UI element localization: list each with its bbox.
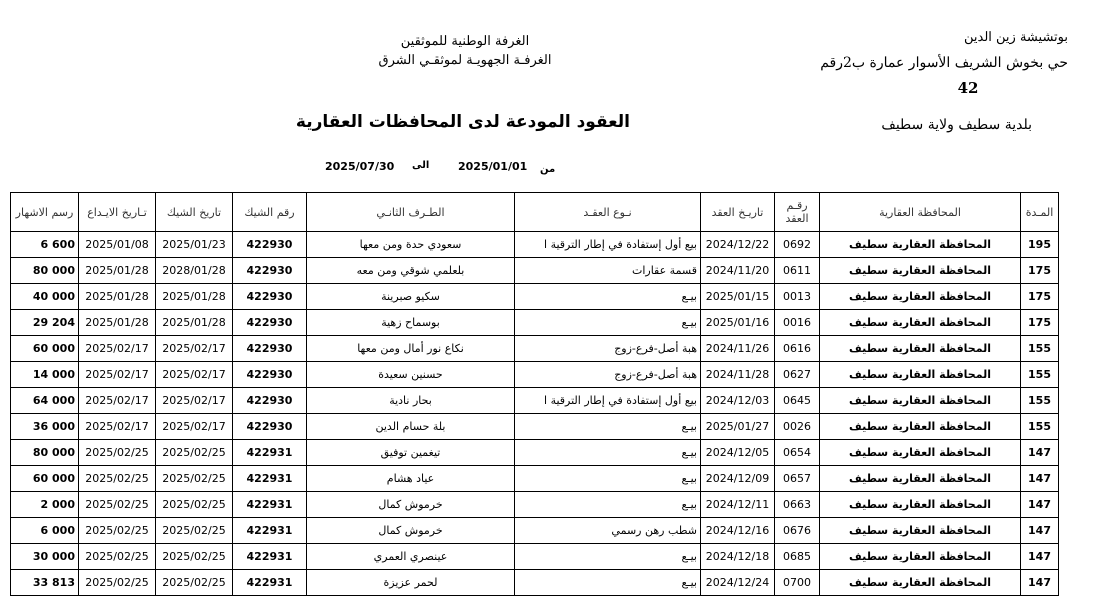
cell-contract-type: بيـع: [515, 570, 701, 596]
cell-second-party: بوسماح زهية: [307, 310, 515, 336]
cell-contract-date: 2024/12/18: [701, 544, 775, 570]
cell-deposit-date: 2025/02/17: [79, 388, 156, 414]
cell-contract-date: 2024/12/09: [701, 466, 775, 492]
col-cheque-number: رقم الشيك: [233, 193, 307, 232]
cell-contract-type: بيـع: [515, 440, 701, 466]
cell-contract-number: 0692: [775, 232, 820, 258]
table-row: [11, 518, 1059, 544]
cell-contract-number: 0616: [775, 336, 820, 362]
cell-second-party: عياد هشام: [307, 466, 515, 492]
col-conservation: المحافظة العقارية: [820, 193, 1021, 232]
cell-conservation: المحافظة العقارية سطيف: [820, 570, 1021, 596]
cell-second-party: تيغمين توفيق: [307, 440, 515, 466]
table-row: [11, 232, 1059, 258]
cell-duration: 155: [1021, 414, 1059, 440]
cell-cheque-number: 422930: [233, 362, 307, 388]
cell-fee: 2 000: [11, 492, 79, 518]
cell-duration: 175: [1021, 284, 1059, 310]
cell-cheque-number: 422930: [233, 258, 307, 284]
table-row: [11, 284, 1059, 310]
col-contract-number: رقـم العقد: [775, 193, 820, 232]
cell-contract-number: 0700: [775, 570, 820, 596]
cell-cheque-date: 2025/01/23: [156, 232, 233, 258]
cell-contract-type: بيـع: [515, 492, 701, 518]
cell-conservation: المحافظة العقارية سطيف: [820, 414, 1021, 440]
cell-cheque-date: 2025/01/28: [156, 284, 233, 310]
chamber-regional: الغرفـة الجهويـة لموثقـي الشرق: [378, 53, 552, 68]
cell-second-party: عينصري العمري: [307, 544, 515, 570]
table-row: [11, 544, 1059, 570]
cell-cheque-number: 422930: [233, 388, 307, 414]
notary-address: حي بخوش الشريف الأسوار عمارة ب2رقم: [820, 55, 1068, 71]
cell-conservation: المحافظة العقارية سطيف: [820, 232, 1021, 258]
cell-duration: 147: [1021, 440, 1059, 466]
chamber-header: [340, 32, 590, 70]
cell-contract-date: 2024/12/16: [701, 518, 775, 544]
cell-cheque-number: 422930: [233, 310, 307, 336]
cell-cheque-date: 2025/02/25: [156, 440, 233, 466]
cell-contract-date: 2025/01/16: [701, 310, 775, 336]
cell-contract-type: بيـع: [515, 284, 701, 310]
cell-deposit-date: 2025/02/25: [79, 440, 156, 466]
cell-cheque-number: 422930: [233, 232, 307, 258]
cell-fee: 6 600: [11, 232, 79, 258]
cell-cheque-date: 2025/02/17: [156, 388, 233, 414]
cell-fee: 33 813: [11, 570, 79, 596]
table-row: [11, 492, 1059, 518]
cell-conservation: المحافظة العقارية سطيف: [820, 362, 1021, 388]
period-from-label: من: [540, 164, 556, 175]
cell-cheque-date: 2028/01/28: [156, 258, 233, 284]
cell-second-party: حسنين سعيدة: [307, 362, 515, 388]
cell-contract-date: 2025/01/27: [701, 414, 775, 440]
cell-contract-date: 2024/11/26: [701, 336, 775, 362]
cell-conservation: المحافظة العقارية سطيف: [820, 310, 1021, 336]
cell-deposit-date: 2025/01/28: [79, 258, 156, 284]
cell-duration: 147: [1021, 466, 1059, 492]
cell-cheque-number: 422930: [233, 336, 307, 362]
table-row: [11, 258, 1059, 284]
cell-contract-type: بيع أول إستفادة في إطار الترقية ا: [515, 388, 701, 414]
cell-contract-date: 2024/11/20: [701, 258, 775, 284]
cell-cheque-date: 2025/02/17: [156, 362, 233, 388]
cell-conservation: المحافظة العقارية سطيف: [820, 518, 1021, 544]
cell-duration: 147: [1021, 570, 1059, 596]
cell-fee: 30 000: [11, 544, 79, 570]
notary-number: 42: [957, 79, 979, 97]
cell-contract-type: هبة أصل-فرع-زوج: [515, 362, 701, 388]
table-row: [11, 440, 1059, 466]
cell-cheque-number: 422930: [233, 414, 307, 440]
col-second-party: الطـرف الثانـي: [307, 193, 515, 232]
cell-contract-date: 2024/12/22: [701, 232, 775, 258]
cell-contract-number: 0026: [775, 414, 820, 440]
cell-fee: 80 000: [11, 258, 79, 284]
table-header-row: [11, 193, 1059, 232]
period-to: 2025/07/30: [325, 160, 395, 173]
cell-contract-type: بيع أول إستفادة في إطار الترقية ا: [515, 232, 701, 258]
cell-contract-date: 2024/12/05: [701, 440, 775, 466]
cell-cheque-date: 2025/02/25: [156, 544, 233, 570]
cell-fee: 60 000: [11, 336, 79, 362]
cell-conservation: المحافظة العقارية سطيف: [820, 284, 1021, 310]
cell-duration: 147: [1021, 544, 1059, 570]
cell-deposit-date: 2025/02/17: [79, 336, 156, 362]
table-row: [11, 310, 1059, 336]
cell-cheque-number: 422931: [233, 544, 307, 570]
cell-conservation: المحافظة العقارية سطيف: [820, 336, 1021, 362]
col-duration: المـدة: [1021, 193, 1059, 232]
cell-second-party: سكيو صبرينة: [307, 284, 515, 310]
cell-second-party: خرموش كمال: [307, 492, 515, 518]
cell-deposit-date: 2025/01/28: [79, 284, 156, 310]
cell-conservation: المحافظة العقارية سطيف: [820, 492, 1021, 518]
cell-conservation: المحافظة العقارية سطيف: [820, 466, 1021, 492]
cell-deposit-date: 2025/02/25: [79, 570, 156, 596]
cell-duration: 155: [1021, 336, 1059, 362]
cell-deposit-date: 2025/02/17: [79, 414, 156, 440]
document-title: العقود المودعة لدى المحافظات العقارية: [295, 112, 630, 132]
cell-contract-date: 2025/01/15: [701, 284, 775, 310]
cell-contract-number: 0627: [775, 362, 820, 388]
cell-contract-type: شطب رهن رسمي: [515, 518, 701, 544]
cell-contract-number: 0657: [775, 466, 820, 492]
cell-conservation: المحافظة العقارية سطيف: [820, 388, 1021, 414]
cell-cheque-date: 2025/02/17: [156, 336, 233, 362]
col-cheque-date: تاريخ الشيك: [156, 193, 233, 232]
cell-contract-number: 0611: [775, 258, 820, 284]
cell-contract-number: 0016: [775, 310, 820, 336]
cell-contract-number: 0654: [775, 440, 820, 466]
table-row: [11, 570, 1059, 596]
cell-contract-number: 0013: [775, 284, 820, 310]
period-to-label: الى: [412, 160, 430, 171]
cell-deposit-date: 2025/02/17: [79, 362, 156, 388]
cell-second-party: خرموش كمال: [307, 518, 515, 544]
municipality: بلدية سطيف ولاية سطيف: [881, 117, 1032, 133]
cell-deposit-date: 2025/02/25: [79, 544, 156, 570]
cell-contract-number: 0645: [775, 388, 820, 414]
notary-name: بوتشيشة زين الدين: [963, 30, 1068, 45]
cell-duration: 147: [1021, 492, 1059, 518]
cell-duration: 195: [1021, 232, 1059, 258]
cell-cheque-number: 422931: [233, 466, 307, 492]
cell-fee: 40 000: [11, 284, 79, 310]
cell-cheque-date: 2025/02/25: [156, 492, 233, 518]
cell-cheque-date: 2025/02/25: [156, 570, 233, 596]
cell-second-party: سعودي حدة ومن معها: [307, 232, 515, 258]
cell-fee: 80 000: [11, 440, 79, 466]
cell-contract-date: 2024/12/24: [701, 570, 775, 596]
period-from: 2025/01/01: [458, 160, 528, 173]
notary-header: [818, 30, 1068, 97]
cell-deposit-date: 2025/01/28: [79, 310, 156, 336]
cell-cheque-number: 422931: [233, 440, 307, 466]
cell-cheque-date: 2025/01/28: [156, 310, 233, 336]
cell-deposit-date: 2025/01/08: [79, 232, 156, 258]
col-fee: رسم الاشهار: [11, 193, 79, 232]
cell-second-party: نكاع نور أمال ومن معها: [307, 336, 515, 362]
cell-contract-date: 2024/12/03: [701, 388, 775, 414]
cell-contract-number: 0685: [775, 544, 820, 570]
cell-second-party: بحار نادية: [307, 388, 515, 414]
col-contract-type: نـوع العقـد: [515, 193, 701, 232]
cell-contract-number: 0676: [775, 518, 820, 544]
cell-contract-number: 0663: [775, 492, 820, 518]
table-row: [11, 414, 1059, 440]
table-row: [11, 336, 1059, 362]
cell-cheque-number: 422931: [233, 518, 307, 544]
cell-contract-type: هبة أصل-فرع-زوج: [515, 336, 701, 362]
cell-cheque-date: 2025/02/25: [156, 518, 233, 544]
cell-deposit-date: 2025/02/25: [79, 466, 156, 492]
cell-cheque-date: 2025/02/25: [156, 466, 233, 492]
cell-contract-type: بيـع: [515, 414, 701, 440]
cell-deposit-date: 2025/02/25: [79, 518, 156, 544]
table-body: [11, 232, 1059, 596]
cell-contract-type: بيـع: [515, 466, 701, 492]
cell-conservation: المحافظة العقارية سطيف: [820, 544, 1021, 570]
cell-duration: 147: [1021, 518, 1059, 544]
cell-fee: 14 000: [11, 362, 79, 388]
cell-second-party: لحمر عزيزة: [307, 570, 515, 596]
cell-fee: 36 000: [11, 414, 79, 440]
cell-contract-date: 2024/12/11: [701, 492, 775, 518]
cell-second-party: بلة حسام الدين: [307, 414, 515, 440]
cell-cheque-number: 422931: [233, 570, 307, 596]
cell-second-party: بلعلمي شوقي ومن معه: [307, 258, 515, 284]
table-row: [11, 466, 1059, 492]
cell-contract-date: 2024/11/28: [701, 362, 775, 388]
chamber-national: الغرفة الوطنية للموثقين: [400, 34, 530, 49]
col-deposit-date: تـاريخ الايـداع: [79, 193, 156, 232]
table-row: [11, 362, 1059, 388]
table-row: [11, 388, 1059, 414]
cell-contract-type: بيـع: [515, 544, 701, 570]
cell-fee: 6 000: [11, 518, 79, 544]
cell-cheque-date: 2025/02/17: [156, 414, 233, 440]
cell-cheque-number: 422930: [233, 284, 307, 310]
cell-fee: 64 000: [11, 388, 79, 414]
cell-conservation: المحافظة العقارية سطيف: [820, 258, 1021, 284]
cell-contract-type: بيـع: [515, 310, 701, 336]
cell-conservation: المحافظة العقارية سطيف: [820, 440, 1021, 466]
cell-duration: 175: [1021, 310, 1059, 336]
cell-duration: 155: [1021, 362, 1059, 388]
cell-deposit-date: 2025/02/25: [79, 492, 156, 518]
cell-duration: 175: [1021, 258, 1059, 284]
cell-fee: 60 000: [11, 466, 79, 492]
cell-fee: 29 204: [11, 310, 79, 336]
cell-contract-type: قسمة عقارات: [515, 258, 701, 284]
cell-cheque-number: 422931: [233, 492, 307, 518]
cell-duration: 155: [1021, 388, 1059, 414]
contracts-table: [10, 192, 1059, 596]
col-contract-date: تاريـخ العقد: [701, 193, 775, 232]
